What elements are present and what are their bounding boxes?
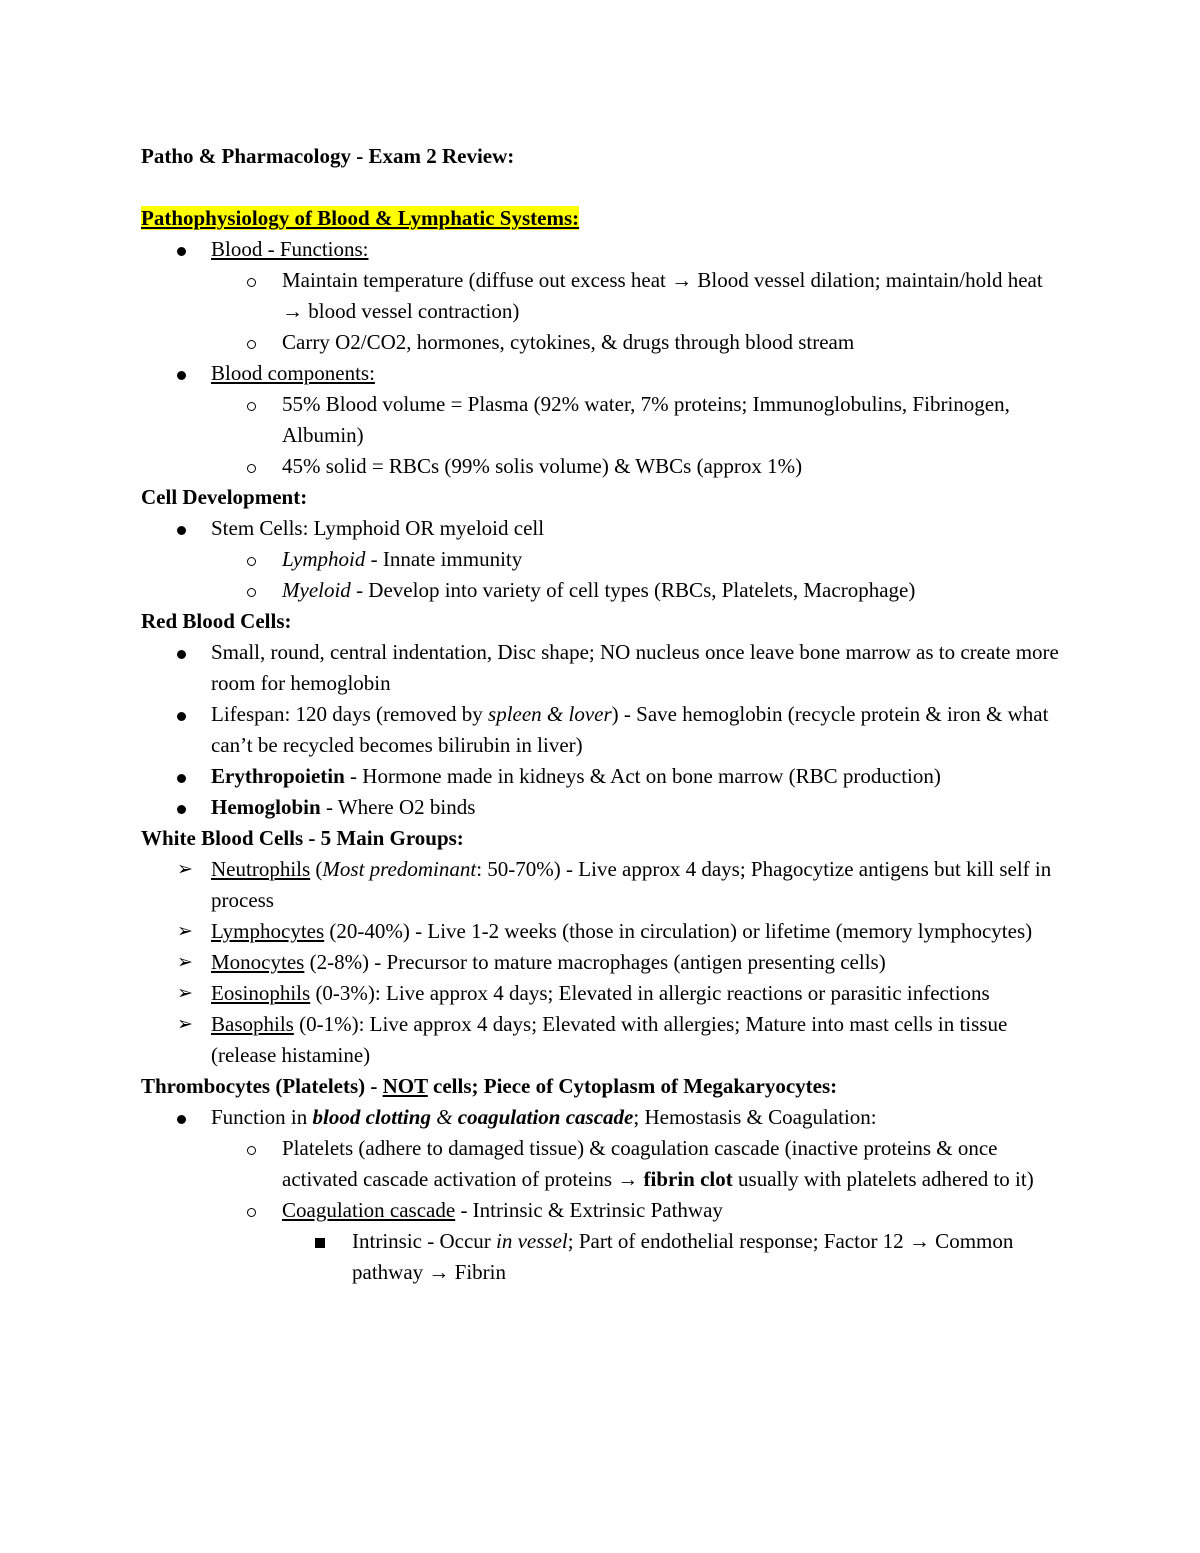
arrowhead-bullet-icon: ➢	[177, 859, 193, 880]
list-item: Myeloid - Develop into variety of cell types (RBCs, Platelets, Macrophage)	[141, 575, 1061, 606]
bullet-dot-icon	[177, 792, 186, 823]
arrowhead-bullet-icon: ➢	[177, 1014, 193, 1035]
bullet-dot-icon	[177, 637, 186, 668]
document-title: Patho & Pharmacology - Exam 2 Review:	[141, 144, 515, 168]
list-item: Function in blood clotting & coagulation cascade; Hemostasis & Coagulation:	[141, 1102, 1061, 1133]
bullet-dot-icon	[177, 761, 186, 792]
list-item: Blood components:	[141, 358, 1061, 389]
arrowhead-bullet-icon: ➢	[177, 952, 193, 973]
list-item: Lifespan: 120 days (removed by spleen & lover) - Save hemoglobin (recycle protein & iron & what can’t be recycled becomes bilirubin in liver)	[141, 699, 1061, 761]
list-item: Coagulation cascade - Intrinsic & Extrinsic Pathway	[141, 1195, 1061, 1226]
list-item: Platelets (adhere to damaged tissue) & coagulation cascade (inactive proteins & once activated cascade activation of proteins → fibrin clot usually with platelets adhered to it)	[141, 1133, 1061, 1195]
list-item: Stem Cells: Lymphoid OR myeloid cell	[141, 513, 1061, 544]
bullet-dot-icon	[177, 513, 186, 544]
bullet-circle-icon	[247, 1133, 256, 1164]
arrow-list	[141, 854, 1061, 1071]
bullet-dot-icon	[177, 234, 186, 265]
list-item: Small, round, central indentation, Disc shape; NO nucleus once leave bone marrow as to create more room for hemoglobin	[141, 637, 1061, 699]
list-item: ➢ Eosinophils (0-3%): Live approx 4 days; Elevated in allergic reactions or parasitic infections	[141, 978, 1061, 1009]
bullet-dot-icon	[177, 358, 186, 389]
bullet-list	[141, 513, 1061, 606]
list-item: Maintain temperature (diffuse out excess heat → Blood vessel dilation; maintain/hold heat → blood vessel contraction)	[141, 265, 1061, 327]
document-page	[141, 141, 1061, 1288]
bullet-list	[141, 234, 1061, 482]
section-heading-thrombocytes: Thrombocytes (Platelets) - NOT cells; Piece of Cytoplasm of Megakaryocytes:	[141, 1074, 838, 1098]
list-item: ➢ Monocytes (2-8%) - Precursor to mature macrophages (antigen presenting cells)	[141, 947, 1061, 978]
arrowhead-bullet-icon: ➢	[177, 921, 193, 942]
bullet-dot-icon	[177, 1102, 186, 1133]
bullet-circle-icon	[247, 327, 256, 358]
bullet-circle-icon	[247, 1195, 256, 1226]
list-item: 55% Blood volume = Plasma (92% water, 7% proteins; Immunoglobulins, Fibrinogen, Albumin)	[141, 389, 1061, 451]
section-white-blood-cells	[141, 823, 1061, 1071]
list-item: Blood - Functions:	[141, 234, 1061, 265]
section-thrombocytes	[141, 1071, 1061, 1288]
section-heading-red-blood-cells: Red Blood Cells:	[141, 609, 292, 633]
bullet-dot-icon	[177, 699, 186, 730]
list-item: Intrinsic - Occur in vessel; Part of endothelial response; Factor 12 → Common pathway → Fibrin	[141, 1226, 1061, 1288]
list-item: Carry O2/CO2, hormones, cytokines, & drugs through blood stream	[141, 327, 1061, 358]
list-item: Lymphoid - Innate immunity	[141, 544, 1061, 575]
section-heading-cell-development: Cell Development:	[141, 485, 308, 509]
list-item: ➢ Lymphocytes (20-40%) - Live 1-2 weeks (those in circulation) or lifetime (memory lymphocytes)	[141, 916, 1061, 947]
section-heading-white-blood-cells: White Blood Cells - 5 Main Groups:	[141, 826, 464, 850]
arrowhead-bullet-icon: ➢	[177, 983, 193, 1004]
bullet-circle-icon	[247, 265, 256, 296]
bullet-circle-icon	[247, 544, 256, 575]
bullet-circle-icon	[247, 451, 256, 482]
bullet-circle-icon	[247, 575, 256, 606]
list-item: Hemoglobin - Where O2 binds	[141, 792, 1061, 823]
section-red-blood-cells	[141, 606, 1061, 823]
list-item: ➢ Basophils (0-1%): Live approx 4 days; Elevated with allergies; Mature into mast cells in tissue (release histamine)	[141, 1009, 1061, 1071]
section-cell-development	[141, 482, 1061, 606]
bullet-list	[141, 1102, 1061, 1288]
section-blood-lymphatic	[141, 203, 1061, 482]
list-item: ➢ Neutrophils (Most predominant: 50-70%) - Live approx 4 days; Phagocytize antigens but kill self in process	[141, 854, 1061, 916]
bullet-circle-icon	[247, 389, 256, 420]
list-item: Erythropoietin - Hormone made in kidneys & Act on bone marrow (RBC production)	[141, 761, 1061, 792]
bullet-list	[141, 637, 1061, 823]
bullet-square-icon	[315, 1226, 325, 1257]
section-heading-blood-lymphatic: Pathophysiology of Blood & Lymphatic Systems:	[141, 206, 580, 230]
list-item: 45% solid = RBCs (99% solis volume) & WBCs (approx 1%)	[141, 451, 1061, 482]
